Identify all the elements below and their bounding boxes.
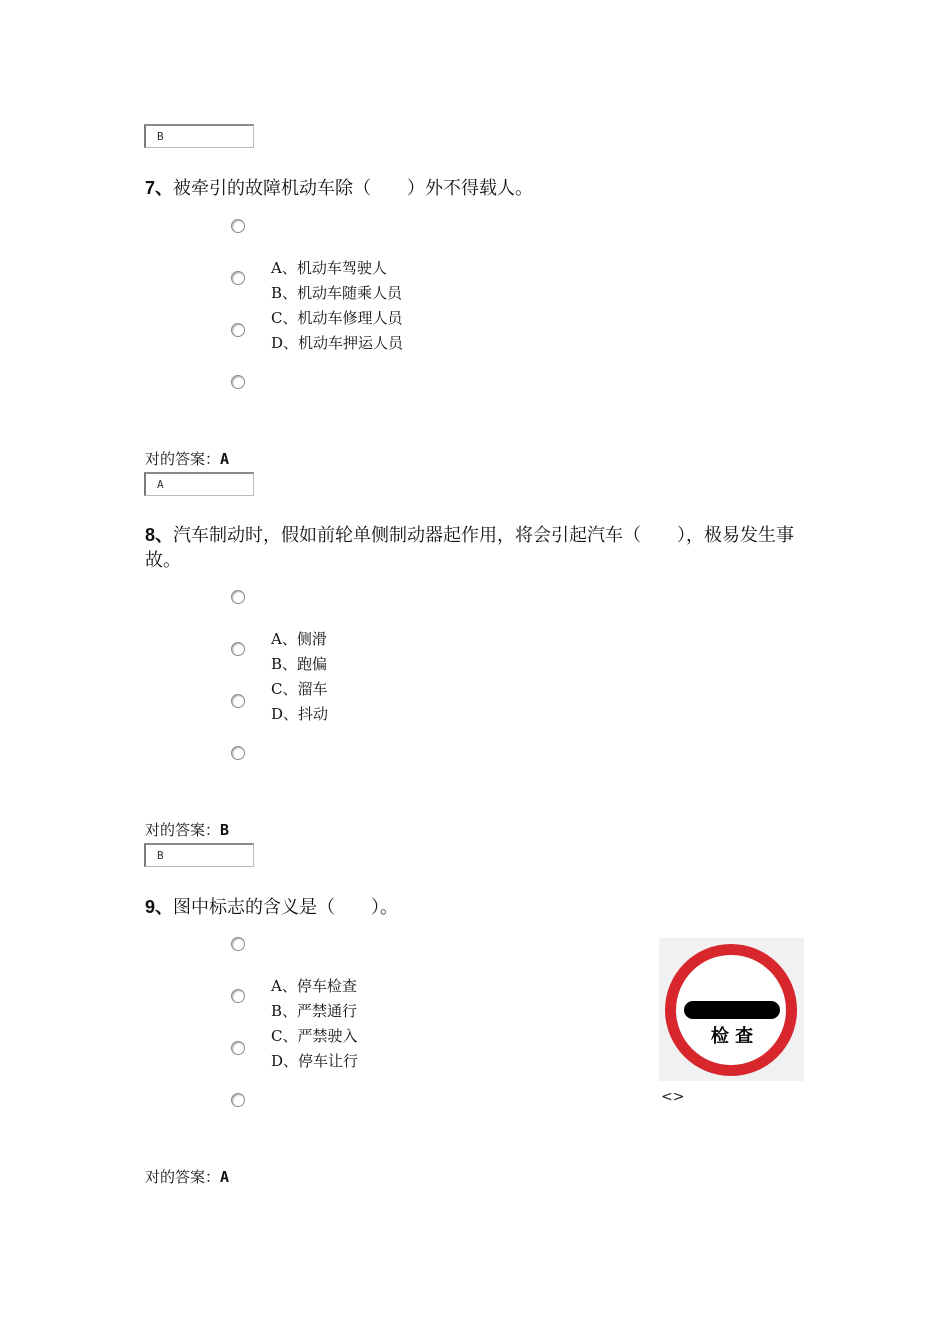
- correct-answer-label: 对的答案：: [145, 821, 221, 839]
- radio-option-a[interactable]: [231, 590, 245, 604]
- correct-answer-label: 对的答案：: [145, 450, 221, 468]
- answer-box[interactable]: B: [144, 124, 254, 148]
- correct-answer-value: B: [220, 821, 230, 839]
- correct-answer-label: 对的答案：: [145, 1168, 221, 1186]
- option-c: C、严禁驶入: [271, 1027, 358, 1045]
- correct-answer-value: A: [220, 1168, 230, 1186]
- option-a: A、机动车驾驶人: [271, 259, 387, 277]
- question-7: [145, 176, 805, 201]
- radio-option-c[interactable]: [231, 323, 245, 337]
- traffic-sign-image: [659, 938, 804, 1081]
- radio-option-b[interactable]: [231, 989, 245, 1003]
- question-number: 8、: [145, 525, 174, 545]
- correct-answer: [145, 1167, 229, 1187]
- image-anchor-mark: <>: [661, 1089, 685, 1105]
- option-b: B、严禁通行: [271, 1002, 358, 1020]
- option-a: A、侧滑: [271, 630, 327, 648]
- option-a: A、停车检查: [271, 977, 357, 995]
- radio-option-b[interactable]: [231, 642, 245, 656]
- radio-option-c[interactable]: [231, 694, 245, 708]
- correct-answer-value: A: [220, 450, 230, 468]
- question-9: [145, 895, 805, 920]
- option-c: C、溜车: [271, 680, 328, 698]
- radio-option-d[interactable]: [231, 746, 245, 760]
- answer-box[interactable]: A: [144, 472, 254, 496]
- option-d: D、抖动: [271, 705, 329, 723]
- question-text: 汽车制动时，假如前轮单侧制动器起作用，将会引起汽车（ ），极易发生事故。: [145, 525, 795, 571]
- radio-option-d[interactable]: [231, 375, 245, 389]
- question-text: 被牵引的故障机动车除（ ）外不得载人。: [173, 178, 534, 199]
- correct-answer: [145, 820, 229, 840]
- sign-text: 检 查: [710, 1026, 754, 1047]
- question-number: 9、: [145, 897, 174, 917]
- option-d: D、停车让行: [271, 1052, 359, 1070]
- question-number: 7、: [145, 178, 174, 198]
- question-text: 图中标志的含义是（ ）。: [173, 897, 399, 918]
- radio-option-d[interactable]: [231, 1093, 245, 1107]
- radio-option-c[interactable]: [231, 1041, 245, 1055]
- option-b: B、机动车随乘人员: [271, 284, 403, 302]
- radio-option-a[interactable]: [231, 937, 245, 951]
- option-c: C、机动车修理人员: [271, 309, 403, 327]
- radio-option-b[interactable]: [231, 271, 245, 285]
- option-list: [271, 974, 358, 1074]
- correct-answer: [145, 449, 229, 469]
- answer-box[interactable]: B: [144, 843, 254, 867]
- option-b: B、跑偏: [271, 655, 328, 673]
- stop-for-inspection-sign-icon: [659, 938, 804, 1081]
- option-list: [271, 627, 328, 727]
- option-list: [271, 256, 403, 356]
- option-d: D、机动车押运人员: [271, 334, 404, 352]
- radio-option-a[interactable]: [231, 219, 245, 233]
- question-8: [145, 523, 805, 573]
